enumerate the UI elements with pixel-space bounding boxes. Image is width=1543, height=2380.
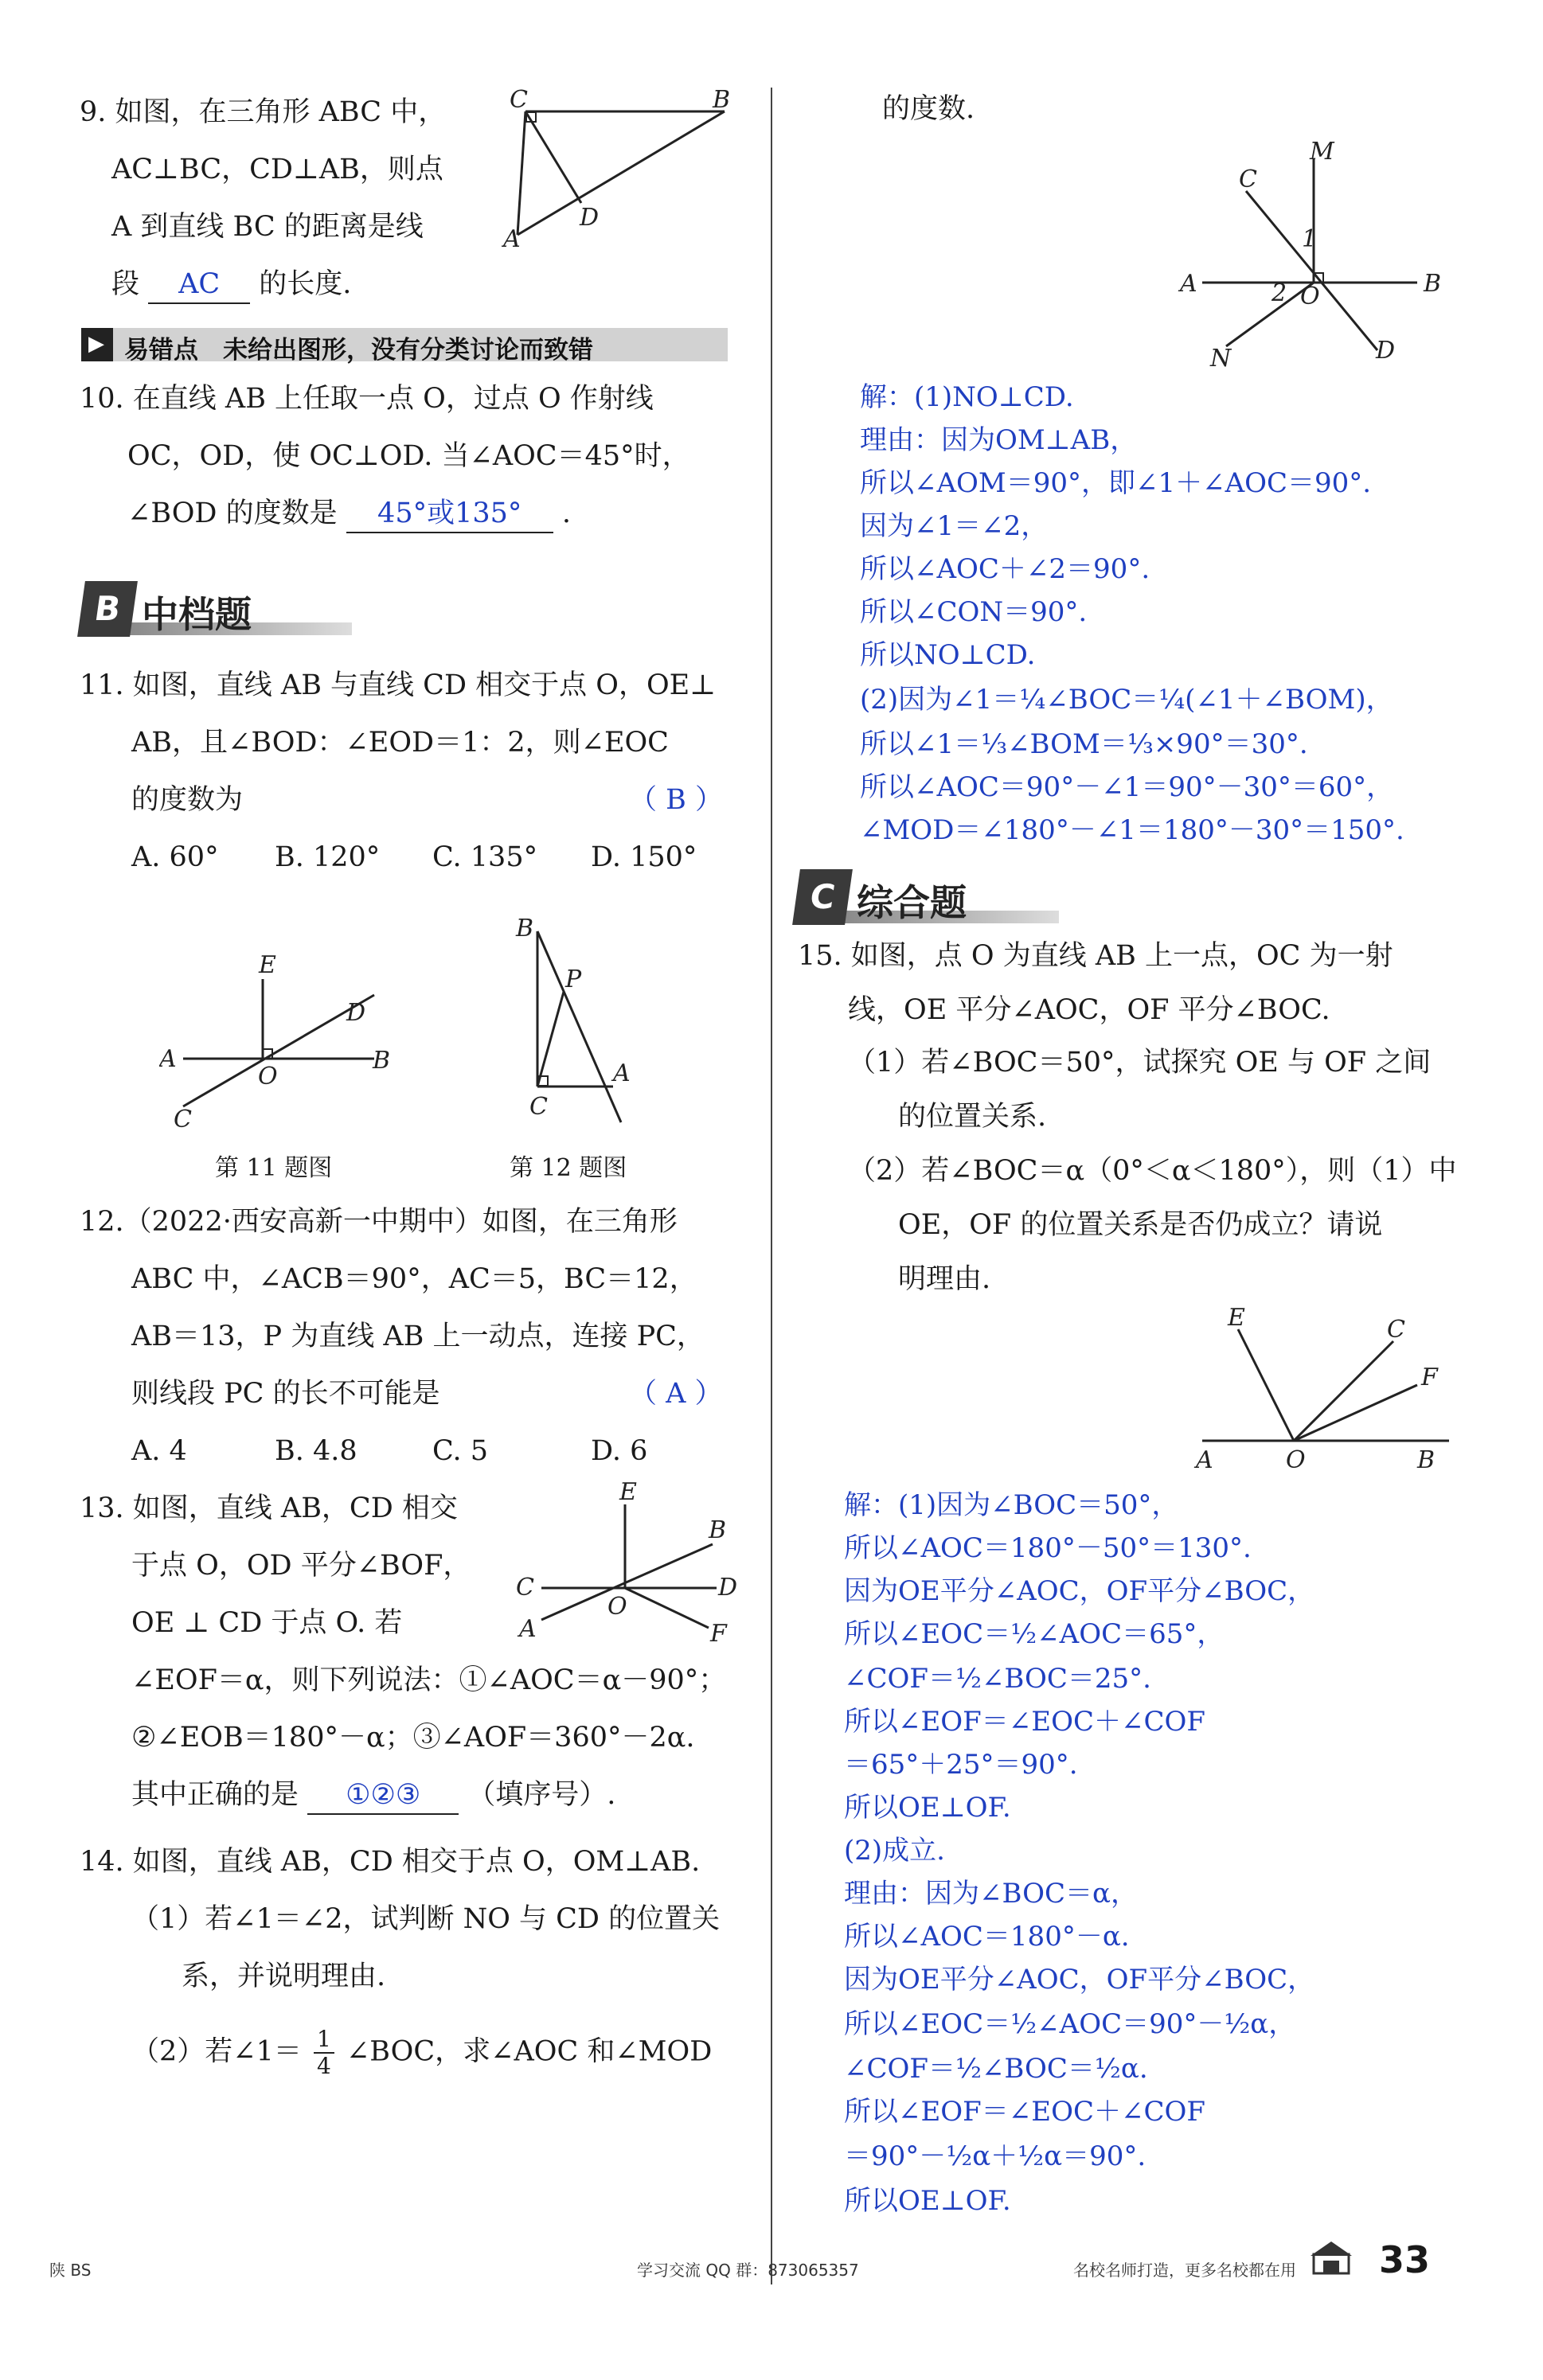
fig11-label-d: D [346, 999, 366, 1027]
section-b-badge: B [77, 581, 138, 637]
q15-solution-line: 因为OE平分∠AOC，OF平分∠BOC， [844, 1575, 1315, 1607]
fig14-label-one: 1 [1302, 225, 1318, 253]
fig9-label-c: C [510, 86, 528, 114]
section-c-header [796, 869, 1059, 925]
fig9-label-b: B [713, 86, 731, 114]
q12-caption: 第 12 题图 [510, 1154, 627, 1182]
fig14-label-n: N [1210, 345, 1232, 373]
q14-solution-line: 所以∠AOC＋∠2＝90°. [860, 553, 1150, 585]
q13-line1: 13. 如图，直线 AB，CD 相交 [80, 1492, 458, 1524]
q15-part2-c: 明理由. [898, 1263, 991, 1295]
q14-solution-line: 所以∠1＝⅓∠BOM＝⅓×90°＝30°. [860, 728, 1308, 760]
fig13-label-b: B [709, 1516, 727, 1544]
q12-line1: 12.（2022·西安高新一中期中）如图，在三角形 [80, 1206, 678, 1238]
q12-option-a: A. 4 [131, 1435, 187, 1467]
q12-answer: （ A ） [629, 1378, 723, 1410]
fig12-label-c: C [529, 1093, 548, 1121]
q13-answer: ①②③ [307, 1777, 459, 1815]
q14-solution-line: 因为∠1＝∠2， [860, 510, 1049, 542]
q13-line5: ②∠EOB＝180°－α；③∠AOF＝360°－2α. [131, 1722, 695, 1754]
q10-line1: 10. 在直线 AB 上任取一点 O，过点 O 作射线 [80, 383, 654, 415]
fig11-label-b: B [373, 1047, 391, 1075]
q15-solution-line: ＝90°－½α＋½α＝90°. [844, 2140, 1147, 2172]
fig13-label-a: A [519, 1615, 537, 1643]
q12-figure [502, 907, 661, 1130]
q12-option-c: C. 5 [432, 1435, 489, 1467]
section-b-header [81, 581, 352, 637]
fig13-label-c: C [516, 1574, 534, 1602]
q15-part2-b: OE，OF 的位置关系是否仍成立？请说 [898, 1209, 1383, 1241]
fig13-label-f: F [710, 1620, 727, 1648]
q15-part1-b: 的位置关系. [898, 1101, 1047, 1133]
q15-solution-line: 理由：因为∠BOC＝α， [844, 1878, 1138, 1910]
fig14-label-a: A [1180, 270, 1197, 298]
q14-solution-line: (2)因为∠1＝¼∠BOC＝¼(∠1＋∠BOM)， [860, 684, 1393, 716]
q13-line6: 其中正确的是 ①②③ （填序号）. [131, 1777, 615, 1815]
q14-solution-line: 所以∠AOM＝90°，即∠1＋∠AOC＝90°. [860, 467, 1372, 499]
q14-solution-line: 所以∠CON＝90°. [860, 596, 1088, 628]
fig13-label-o: O [607, 1593, 627, 1621]
fig14-label-o: O [1300, 283, 1320, 310]
footer-left: 陕 BS [49, 2261, 92, 2280]
q14-solution-line: 理由：因为OM⊥AB， [860, 424, 1138, 456]
error-point-title: 易错点 未给出图形，没有分类讨论而致错 [124, 336, 593, 365]
q15-solution-line: 解：(1)因为∠BOC＝50°， [844, 1489, 1179, 1521]
q14-part1-b: 系，并说明理由. [182, 1961, 386, 1992]
q9-line4: 段 AC 的长度. [111, 266, 351, 304]
q11-option-a: A. 60° [131, 841, 219, 873]
q12-line2: ABC 中，∠ACB＝90°，AC＝5，BC＝12， [131, 1263, 697, 1295]
q15-solution-line: 所以∠AOC＝180°－50°＝130°. [844, 1532, 1252, 1564]
q14-fraction: $\frac{1}{4}$ [314, 2027, 334, 2079]
q14-solution-line: ∠MOD＝∠180°－∠1＝180°－30°＝150°. [860, 814, 1404, 846]
q11-option-d: D. 150° [591, 841, 697, 873]
q13-line4: ∠EOF＝α，则下列说法：①∠AOC＝α－90°； [131, 1664, 727, 1696]
q11-line1: 11. 如图，直线 AB 与直线 CD 相交于点 O，OE⊥ [80, 669, 717, 701]
logo-icon [1307, 2237, 1355, 2280]
q15-solution-line: 所以∠AOC＝180°－α. [844, 1921, 1130, 1953]
q11-option-c: C. 135° [432, 841, 538, 873]
fig11-label-o: O [258, 1063, 278, 1091]
fig13-label-d: D [718, 1574, 738, 1602]
q11-line3: 的度数为 [131, 784, 244, 816]
q12-line3: AB＝13，P 为直线 AB 上一动点，连接 PC， [131, 1321, 705, 1352]
q15-solution-line: ∠COF＝½∠BOC＝½α. [844, 2053, 1148, 2085]
footer-middle: 学习交流 QQ 群：873065357 [637, 2261, 859, 2280]
q14-part2: （2）若∠1＝ $\frac{1}{4}$ ∠BOC，求∠AOC 和∠MOD [131, 2026, 713, 2079]
q10-line3: ∠BOD 的度数是 45°或135° . [127, 495, 571, 533]
fig12-label-p: P [565, 966, 582, 993]
fig14-label-c: C [1239, 166, 1257, 193]
q15-solution-line: ∠COF＝½∠BOC＝25°. [844, 1663, 1151, 1695]
q10-line2: OC，OD，使 OC⊥OD. 当∠AOC＝45°时， [127, 440, 690, 472]
q11-figure [159, 947, 414, 1130]
fig14-label-two: 2 [1272, 279, 1287, 307]
q14-solution-line: 解：(1)NO⊥CD. [860, 381, 1074, 413]
section-c-badge: C [792, 869, 853, 925]
q14-part1-a: （1）若∠1＝∠2，试判断 NO 与 CD 的位置关 [131, 1903, 721, 1935]
q15-solution-line: (2)成立. [844, 1835, 945, 1867]
q12-line4: 则线段 PC 的长不可能是 [131, 1378, 440, 1410]
q14-continuation: 的度数. [882, 93, 975, 125]
q11-caption: 第 11 题图 [215, 1154, 333, 1182]
q15-figure [1178, 1297, 1465, 1481]
q15-solution-line: 所以∠EOC＝½∠AOC＝65°， [844, 1618, 1225, 1650]
fig15-label-f: F [1421, 1364, 1438, 1391]
fig15-label-c: C [1387, 1316, 1405, 1344]
q12-option-b: B. 4.8 [275, 1435, 357, 1467]
q11-line2: AB，且∠BOD：∠EOD＝1：2，则∠EOC [131, 727, 669, 759]
q9-line2: AC⊥BC，CD⊥AB，则点 [111, 154, 443, 185]
q9-line1: 9. 如图，在三角形 ABC 中， [80, 96, 447, 128]
fig9-label-a: A [503, 225, 521, 253]
q14-figure [1170, 135, 1457, 374]
fig12-label-a: A [613, 1059, 631, 1087]
q15-line1: 15. 如图，点 O 为直线 AB 上一点，OC 为一射 [798, 940, 1393, 972]
fig14-label-b: B [1424, 270, 1442, 298]
footer-right: 名校名师打造，更多名校都在用 [1073, 2261, 1296, 2280]
column-divider [771, 88, 772, 2284]
q11-option-b: B. 120° [275, 841, 381, 873]
q15-solution-line: 所以OE⊥OF. [844, 1792, 1011, 1824]
section-b-title: 中档题 [142, 593, 252, 636]
q13-figure [510, 1481, 748, 1656]
q12-option-d: D. 6 [591, 1435, 648, 1467]
fig11-label-a: A [159, 1045, 177, 1073]
q13-line3: OE ⊥ CD 于点 O. 若 [131, 1607, 403, 1639]
q15-solution-line: ＝65°＋25°＝90°. [844, 1749, 1078, 1781]
fig11-label-c: C [174, 1106, 192, 1130]
q15-part2-a: （2）若∠BOC＝α（0°＜α＜180°），则（1）中 [848, 1155, 1457, 1187]
q14-solution-line: 所以NO⊥CD. [860, 639, 1036, 671]
q14-line1: 14. 如图，直线 AB，CD 相交于点 O，OM⊥AB. [80, 1846, 701, 1878]
section-c-title: 综合题 [857, 881, 967, 924]
q9-answer: AC [148, 266, 250, 304]
q11-answer: （ B ） [629, 784, 723, 816]
q15-solution-line: 所以∠EOF＝∠EOC＋∠COF [844, 2096, 1205, 2128]
fig14-label-m: M [1310, 138, 1334, 166]
q9-figure [502, 84, 740, 267]
fig11-label-e: E [259, 951, 276, 979]
play-icon: ▶ [81, 328, 113, 361]
q14-solution-line: 所以∠AOC＝90°－∠1＝90°－30°＝60°， [860, 771, 1394, 803]
fig12-label-b: B [516, 915, 534, 942]
fig15-label-b: B [1417, 1446, 1436, 1474]
fig13-label-e: E [619, 1481, 637, 1506]
q15-solution-line: 因为OE平分∠AOC，OF平分∠BOC， [844, 1964, 1315, 1996]
q15-solution-line: 所以∠EOC＝½∠AOC＝90°－½α， [844, 2008, 1296, 2040]
q15-part1-a: （1）若∠BOC＝50°，试探究 OE 与 OF 之间 [848, 1047, 1432, 1079]
fig14-label-d: D [1376, 337, 1396, 365]
fig15-label-o: O [1286, 1446, 1306, 1474]
q10-answer: 45°或135° [346, 495, 553, 533]
q15-solution-line: 所以OE⊥OF. [844, 2185, 1011, 2217]
q15-line2: 线，OE 平分∠AOC，OF 平分∠BOC. [848, 994, 1330, 1026]
fig15-label-a: A [1196, 1446, 1213, 1474]
page-number: 33 [1378, 2238, 1430, 2281]
fig9-label-d: D [580, 204, 600, 232]
q9-line3: A 到直线 BC 的距离是线 [111, 211, 424, 243]
fig15-label-e: E [1228, 1304, 1245, 1332]
q13-line2: 于点 O，OD 平分∠BOF， [131, 1550, 471, 1582]
q15-solution-line: 所以∠EOF＝∠EOC＋∠COF [844, 1706, 1205, 1738]
